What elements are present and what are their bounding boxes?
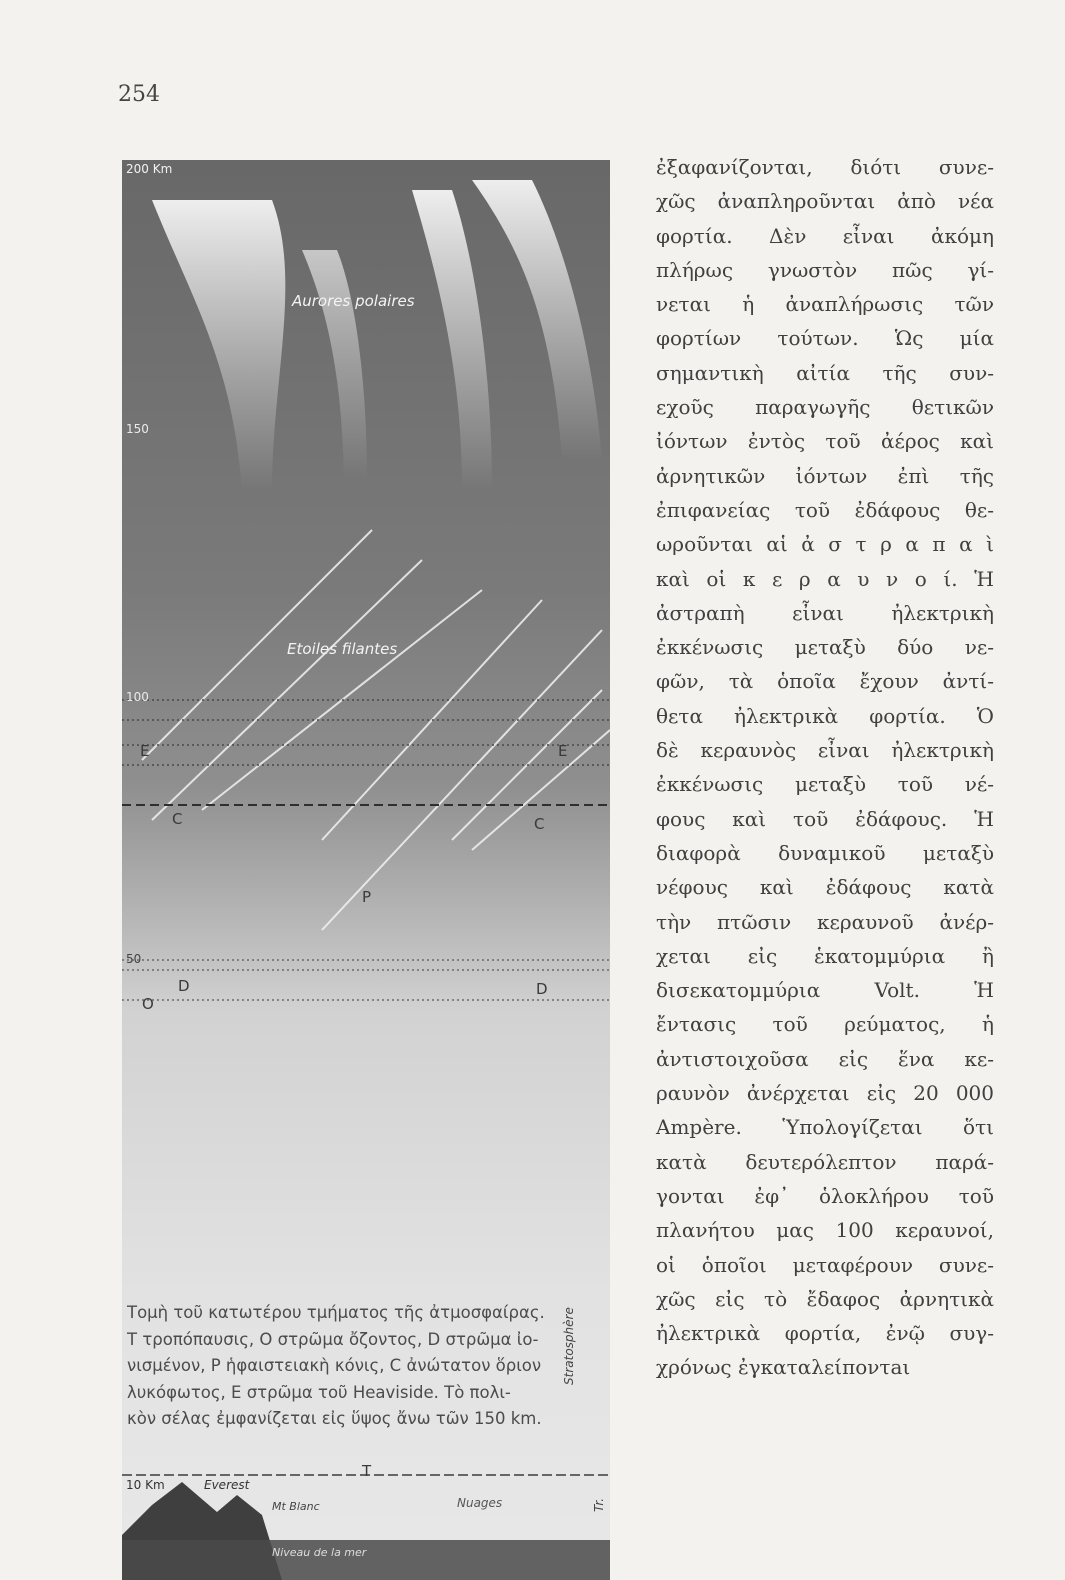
text-line: διαφορὰ δυναμικοῦ μεταξὺ <box>656 840 994 865</box>
text-line: εχοῦς παραγωγῆς θετικῶν <box>656 395 994 420</box>
scale-label-150: 150 <box>126 422 149 436</box>
text-line: δισεκατομμύρια Volt. Ἡ <box>656 978 994 1003</box>
text-line: φῶν, τὰ ὁποῖα ἔχουν ἀντί- <box>656 669 994 694</box>
text-line: φορτία. Δὲν εἶναι ἀκόμη <box>656 223 994 248</box>
caption-line: νισμένον, P ἡφαιστειακὴ κόνις, C ἀνώτατον ὅριον <box>127 1356 542 1375</box>
text-line: καὶ οἱ κ ε ρ α υ ν ο ί. Ἡ <box>656 566 994 591</box>
text-line: ἰόντων ἐντὸς τοῦ ἀέρος καὶ <box>656 429 994 454</box>
text-line: ἐκκένωσις μεταξὺ δύο νε- <box>656 635 994 660</box>
text-line: χῶς εἰς τὸ ἔδαφος ἀρνητικὰ <box>656 1286 994 1311</box>
label-tr: Tr. <box>592 1497 606 1512</box>
label-everest: Everest <box>204 1478 250 1492</box>
layer-letter-t: T <box>362 1462 372 1480</box>
text-line: ἐξαφανίζονται, διότι συνε- <box>656 155 994 179</box>
label-nuages: Nuages <box>457 1496 503 1510</box>
layer-letter-p: P <box>362 888 372 906</box>
text-line: ἐκκένωσις μεταξὺ τοῦ νέ- <box>656 772 994 797</box>
layer-letter-e-right: E <box>558 742 568 760</box>
text-line: Ampère. Ὑπολογίζεται ὅτι <box>656 1115 994 1140</box>
body-text <box>656 150 994 1385</box>
layer-letter-c-right: C <box>534 815 545 833</box>
caption-line: λυκόφωτος, E στρῶμα τοῦ Heaviside. Τὸ πολι- <box>127 1382 511 1402</box>
text-line: τὴν πτῶσιν κεραυνοῦ ἀνέρ- <box>656 909 994 934</box>
text-line: ἔντασις τοῦ ρεύματος, ἡ <box>656 1012 994 1037</box>
text-line: ἐπιφανείας τοῦ ἐδάφους θε- <box>656 497 994 522</box>
text-line: ραυνὸν ἀνέρχεται εἰς 20 000 <box>656 1081 994 1106</box>
layer-letter-o: O <box>142 995 154 1013</box>
caption-line: Τομὴ τοῦ κατωτέρου τμήματος τῆς ἀτμοσφαίρας. <box>127 1303 545 1322</box>
text-line: πλανήτου μας 100 κεραυνοί, <box>656 1218 994 1243</box>
text-line: θετα ἠλεκτρικὰ φορτία. Ὁ <box>656 703 994 728</box>
text-line: κατὰ δευτερόλεπτον παρά- <box>656 1149 994 1174</box>
caption-final <box>127 1300 652 1433</box>
text-line: χρόνως ἐγκαταλείποντaι <box>656 1355 911 1380</box>
text-line: χῶς ἀναπληροῦνται ἀπὸ νέα <box>656 189 994 214</box>
text-line: ἠλεκτρικὰ φορτία, ἐνῷ συγ- <box>656 1321 994 1346</box>
text-line: ωροῦνται αἱ ἀ σ τ ρ α π α ὶ <box>656 532 994 557</box>
layer-letter-d-left: D <box>178 977 190 995</box>
text-line: δὲ κεραυνὸς εἶναι ἠλεκτρικὴ <box>656 738 994 763</box>
label-sea-level: Niveau de la mer <box>272 1546 367 1559</box>
layer-letter-d-right: D <box>536 980 548 998</box>
layer-letter-e-left: E <box>140 742 150 760</box>
text-line: φους καὶ τοῦ ἐδάφους. Ἡ <box>656 806 994 831</box>
scale-label-100: 100 <box>126 690 149 704</box>
label-stratosphere: Stratosphère <box>562 1307 576 1385</box>
text-line: γονται ἐφ᾽ ὁλοκλήρου τοῦ <box>656 1183 994 1208</box>
label-aurores: Aurores polaires <box>292 292 415 310</box>
text-line: χεται εἰς ἑκατομμύρια ἢ <box>656 943 994 968</box>
text-line: πλήρως γνωστὸν πῶς γί- <box>656 257 994 282</box>
text-line: ἀστραπὴ εἶναι ἠλεκτρικὴ <box>656 600 994 625</box>
text-line: σημαντικὴ αἰτία τῆς συν- <box>656 360 994 385</box>
text-line: ἀντιστοιχοῦσα εἰς ἕνα κε- <box>656 1046 994 1071</box>
text-line: οἱ ὁποῖοι μεταφέρουν συνε- <box>656 1252 994 1277</box>
text-line: νεται ἡ ἀναπλήρωσις τῶν <box>656 292 994 317</box>
label-etoiles: Etoiles filantes <box>287 640 398 658</box>
caption-line: κὸν σέλας ἐμφανίζεται εἰς ὕψος ἄνω τῶν 150 km. <box>127 1409 542 1428</box>
text-line: νέφους καὶ ἐδάφους κατὰ <box>656 875 994 900</box>
layer-letter-c-left: C <box>172 810 183 828</box>
page-number: 254 <box>118 82 160 107</box>
scale-label-200: 200 Km <box>126 162 173 176</box>
text-line: ἀρνητικῶν ἰόντων ἐπὶ τῆς <box>656 463 994 488</box>
scale-label-50: 50 <box>126 952 142 966</box>
scale-label-10: 10 Km <box>126 1478 165 1492</box>
caption-line: T τροπόπαυσις, O στρῶμα ὄζοντος, D στρῶμα ἰο- <box>127 1329 539 1349</box>
text-line: φορτίων τούτων. Ὡς μία <box>656 326 994 351</box>
label-mtblanc: Mt Blanc <box>272 1500 320 1513</box>
